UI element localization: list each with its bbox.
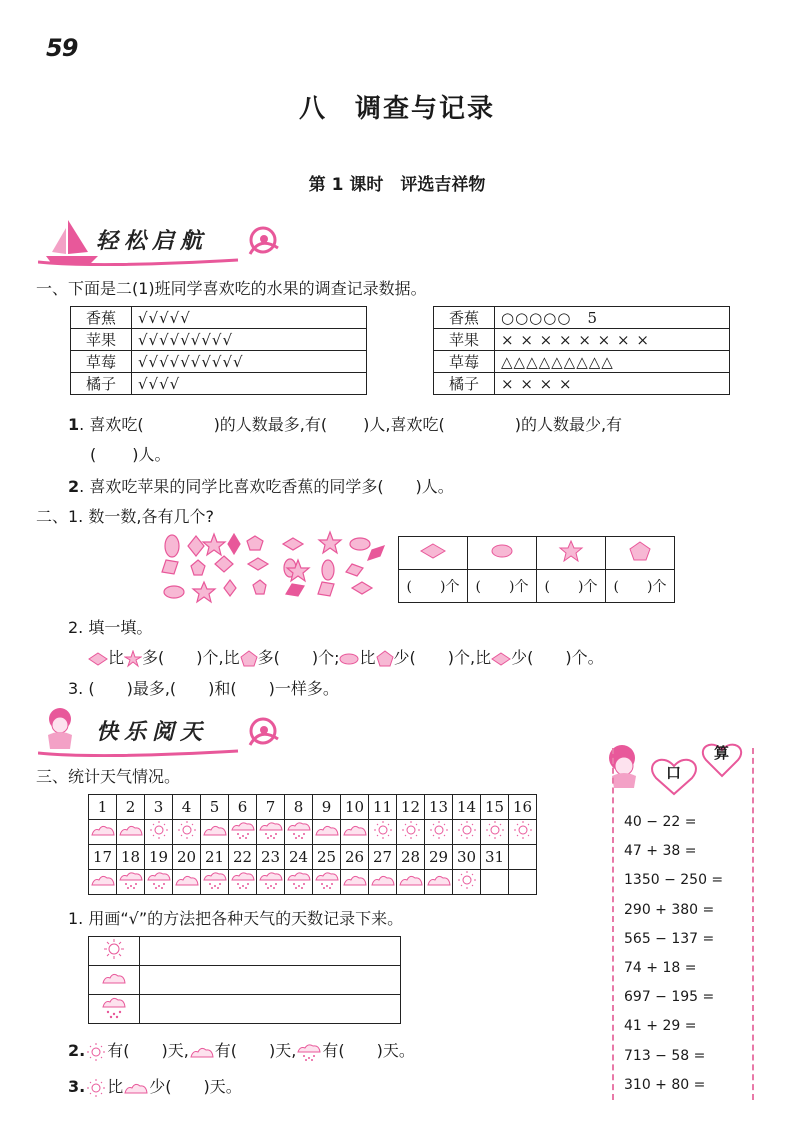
cloud-icon [100,969,128,987]
day-number: 31 [481,845,509,870]
weather-cell [369,870,397,895]
fruit-row [71,307,367,329]
day-number: 8 [285,795,313,820]
q3-s2-text: 有( )天, [214,1041,297,1060]
q1-s1-cont [90,442,171,465]
day-number: 21 [201,845,229,870]
parallelogram-shape [162,560,178,574]
tally-snow [89,995,140,1024]
mental-math-item: 697 − 195 = [624,989,715,1006]
weather-cell [369,820,397,845]
weather-tally-table [88,936,401,1024]
diamond-shape [283,538,303,550]
q2-fill-text: 多( )个; [257,648,340,667]
q2-s2: 2. 填一填。 [68,618,153,637]
day-number: 4 [173,795,201,820]
weather-cell [145,870,173,895]
weather-cell [285,820,313,845]
fruit-marks: √√√√√√√√√√ [132,351,367,373]
weather-icon-row [89,870,537,895]
q3-s3-text: 比 [107,1077,124,1096]
banner-easy-start-label: 轻松启航 [96,229,209,254]
q3-heading: 三、统计天气情况。 [36,767,181,786]
day-number: 24 [285,845,313,870]
weather-cell [425,820,453,845]
snow-icon [314,870,340,890]
sun-icon [511,820,535,840]
count-header-oval [468,537,537,570]
fruit-marks: ○○○○○ 5 [495,307,730,329]
q3-s2 [68,1038,415,1062]
banner-happy-reading-label: 快乐阅天 [96,720,209,745]
cloud-icon [90,872,116,888]
count-header-pentagon [606,537,675,570]
day-number: 18 [117,845,145,870]
fruit-row [71,373,367,395]
day-number: 9 [313,795,341,820]
oval-shape [165,535,179,557]
cloud-icon [426,872,452,888]
weather-cell [257,870,285,895]
fruit-name: 香蕉 [434,307,495,329]
day-number: 26 [341,845,369,870]
day-number [509,845,537,870]
count-cell[interactable]: ( )个 [606,570,675,603]
mental-math-item: 310 + 80 = [624,1076,706,1093]
snow-icon [286,820,312,840]
weather-cell [229,820,257,845]
diamond-icon [418,541,448,561]
q1-s1-f: )人。 [132,445,171,464]
snow-icon [296,1042,322,1062]
weather-cell [201,870,229,895]
q2-fill-text: 比 [359,648,376,667]
mental-math-item: 565 − 137 = [624,930,715,947]
cloud-icon [398,872,424,888]
snow-icon [118,870,144,890]
sun-icon [85,1078,107,1098]
q3-s3-text: 少( )天。 [149,1077,242,1096]
day-number: 23 [257,845,285,870]
pentagon-shape [247,536,263,550]
sun-icon [455,820,479,840]
day-number: 29 [425,845,453,870]
day-number: 1 [89,795,117,820]
weather-cell [145,820,173,845]
tally-sun [89,937,140,966]
fruit-marks: × × × × × × × × [495,329,730,351]
day-number: 17 [89,845,117,870]
weather-icon-row [89,820,537,845]
mental-math-item: 1350 − 250 = [624,872,724,889]
fruit-name: 草莓 [434,351,495,373]
pentagon-icon [625,540,655,562]
weather-cell [117,820,145,845]
fruit-marks: √√√√ [132,373,367,395]
star-icon [556,540,586,562]
snow-icon [230,870,256,890]
mental-label-2: 算 [714,744,730,762]
mental-label-1: 口 [666,764,682,782]
mental-math-item: 47 + 38 = [624,843,697,860]
day-number: 13 [425,795,453,820]
snow-icon [258,820,284,840]
day-number: 19 [145,845,173,870]
weather-cell [89,870,117,895]
parallelogram-shape [346,564,363,576]
sun-icon [147,820,171,840]
fruit-row [434,351,730,373]
weather-cell [509,820,537,845]
day-number: 12 [397,795,425,820]
fruit-row [71,329,367,351]
fruit-table-ticks [70,306,367,395]
q3-s2-text: 有( )天。 [322,1041,415,1060]
weather-cell [397,820,425,845]
count-header-diamond [399,537,468,570]
q1-s1 [68,412,622,435]
q2-fill [88,645,604,668]
sun-icon [85,1042,107,1062]
count-header-star [537,537,606,570]
cloud-icon [370,872,396,888]
q2-fill-text: 多( )个,比 [142,648,240,667]
fruit-name: 苹果 [434,329,495,351]
star-shape [319,532,341,553]
sun-icon [483,820,507,840]
sun-icon [101,938,127,960]
fruit-row [434,373,730,395]
snow-icon [258,870,284,890]
count-cell[interactable]: ( )个 [537,570,606,603]
weather-cell [313,820,341,845]
q2-fill-text: 少( )个。 [511,648,604,667]
q1-s1-b: )的人数最多,有( [213,415,328,434]
star-shape [193,582,215,602]
pentagon-shape [191,560,205,575]
diamond-shape [228,534,240,554]
mental-math-box [612,748,754,1100]
cloud-icon [118,822,144,838]
cloud-icon [342,872,368,888]
snow-icon [146,870,172,890]
weather-cell [425,870,453,895]
snow-icon [230,820,256,840]
day-number: 16 [509,795,537,820]
weather-day-row [89,845,537,870]
weather-table [88,794,537,895]
q1-s2-text: . 喜欢吃苹果的同学比喜欢吃香蕉的同学多( )人。 [79,477,454,496]
diamond-shape [215,556,233,572]
q1-s1-a: . 喜欢吃( [79,415,144,434]
star-shape [203,534,225,555]
pentagon-icon [240,650,258,668]
fruit-table-symbols [433,306,730,395]
weather-cell [453,870,481,895]
fruit-name: 香蕉 [71,307,132,329]
oval-shape [350,538,370,550]
diamond-shape [352,582,372,594]
page-title: 八 调查与记录 [298,94,495,124]
tally-cell[interactable] [140,966,401,995]
day-number: 5 [201,795,229,820]
oval-shape [164,586,184,598]
fruit-name: 橘子 [434,373,495,395]
q3-s2-number: 2. [68,1041,86,1060]
q3-s1: 1. 用画“√”的方法把各种天气的天数记录下来。 [68,909,404,928]
mental-math-item: 40 − 22 = [624,814,697,830]
q1-s1-d: )的人数最少,有 [514,415,623,434]
mental-math-item: 713 − 58 = [624,1047,706,1064]
weather-cell [285,870,313,895]
page-number: 59 [46,34,78,62]
day-number: 20 [173,845,201,870]
cloud-icon [174,872,200,888]
q3-s2-text: 有( )天, [107,1041,189,1060]
star-icon [124,650,142,668]
fruit-name: 苹果 [71,329,132,351]
day-number: 11 [369,795,397,820]
oval-shape [322,560,334,580]
fruit-name: 草莓 [71,351,132,373]
fruit-marks: √√√√√√√√√ [132,329,367,351]
lesson-subtitle: 第 1 课时 评选吉祥物 [308,175,486,195]
shapes-cluster [158,530,388,604]
q2-fill-text: 少( )个,比 [393,648,492,667]
cloud-icon [90,822,116,838]
parallelogram-shape [318,582,334,596]
weather-cell [341,870,369,895]
snow-icon [286,870,312,890]
count-table [398,536,675,603]
snow-icon [100,995,128,1019]
day-number: 15 [481,795,509,820]
count-cell[interactable]: ( )个 [399,570,468,603]
diamond-icon [88,652,108,666]
banner-happy-reading [38,705,288,757]
banner-easy-start [38,214,288,266]
q1-s1-e: ( [90,445,97,464]
q2-heading: 二、1. 数一数,各有几个? [36,507,214,526]
day-number: 6 [229,795,257,820]
day-number: 14 [453,795,481,820]
cloud-icon [202,822,228,838]
sun-icon [399,820,423,840]
fruit-row [434,307,730,329]
pentagon-icon [376,650,394,668]
day-number: 3 [145,795,173,820]
q1-s2 [68,474,454,497]
q3-s3-number: 3. [68,1077,86,1096]
weather-day-row [89,795,537,820]
fruit-marks: × × × × [495,373,730,395]
tally-cloud [89,966,140,995]
day-number: 22 [229,845,257,870]
q1-s1-number: 1 [68,415,80,434]
weather-cell [117,870,145,895]
weather-cell [229,870,257,895]
weather-cell [397,870,425,895]
weather-cell [201,820,229,845]
tally-cell[interactable] [140,937,401,966]
count-cell[interactable]: ( )个 [468,570,537,603]
day-number: 30 [453,845,481,870]
q3-s3 [68,1074,242,1098]
sun-icon [371,820,395,840]
oval-icon [487,541,517,561]
mental-math-item: 41 + 29 = [624,1018,697,1035]
weather-cell [173,820,201,845]
parallelogram-shape [286,584,304,596]
oval-icon [339,652,359,666]
cloud-icon [189,1044,215,1060]
snow-icon [202,870,228,890]
q1-s2-number: 2 [68,477,80,496]
sun-icon [175,820,199,840]
q1-s1-c: )人,喜欢吃( [363,415,445,434]
mental-math-item: 290 + 380 = [624,901,715,918]
diamond-icon [491,652,511,666]
diamond-shape [188,536,204,556]
weather-cell [313,870,341,895]
diamond-shape [248,558,268,570]
parallelogram-shape [368,546,384,560]
day-number: 2 [117,795,145,820]
weather-cell [341,820,369,845]
tally-cell[interactable] [140,995,401,1024]
day-number: 27 [369,845,397,870]
day-number: 10 [341,795,369,820]
fruit-marks: △△△△△△△△△ [495,351,730,373]
diamond-shape [224,580,236,596]
weather-cell [481,820,509,845]
sun-icon [455,870,479,890]
q1-heading: 一、下面是二(1)班同学喜欢吃的水果的调查记录数据。 [36,279,427,298]
day-number: 25 [313,845,341,870]
mental-math-item: 74 + 18 = [624,960,697,976]
fruit-name: 橘子 [71,373,132,395]
fruit-marks: √√√√√ [132,307,367,329]
q2-s3: 3. ( )最多,( )和( )一样多。 [68,679,339,698]
weather-cell [89,820,117,845]
cloud-icon [342,822,368,838]
cloud-icon [314,822,340,838]
fruit-row [71,351,367,373]
weather-cell [481,870,509,895]
fruit-row [434,329,730,351]
q2-fill-text: 比 [108,648,125,667]
weather-cell [257,820,285,845]
weather-cell [173,870,201,895]
day-number: 28 [397,845,425,870]
day-number: 7 [257,795,285,820]
sun-icon [427,820,451,840]
weather-cell [509,870,537,895]
pentagon-shape [253,580,266,594]
cloud-icon [123,1080,149,1096]
weather-cell [453,820,481,845]
